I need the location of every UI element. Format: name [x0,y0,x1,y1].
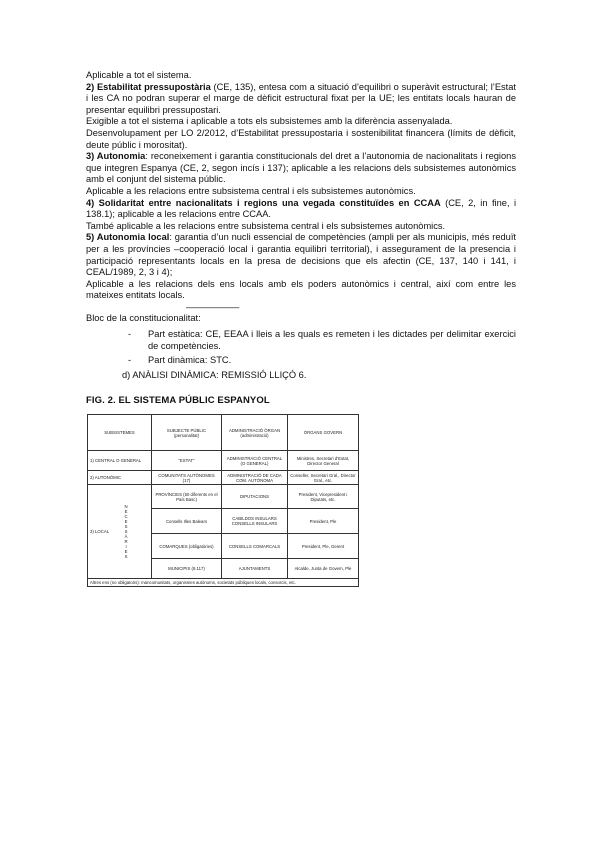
cell-local-organs: President, Vicepresident i Diputats, etc. [288,485,359,509]
cell-central-label: 1) CENTRAL O GENERAL [88,451,152,471]
bullet-item [128,329,516,352]
figure-table [87,414,359,587]
paragraph-solidaritat [86,198,516,221]
paragraph-aplicable-relacions: Aplicable a les relacions entre subsistema central i els subsistemes autonòmics. [86,185,416,196]
cell-local-subject: COMARQUES (obligatòries) [152,534,222,559]
text-solidaritat: (CE, 2, in fine, i 138.1); aplicable a les relacions entre CCAA. [86,197,517,220]
text-autonomia: : reconeixement i garantia constitucionals del dret a l’autonomia de nacionalitats i regions que integren Espanya (CE, 2, segon incís i 137); aplicable a les relacions dels subsistemes autonòmics amb el conjunt del sistema públic. [86,151,516,185]
table-row [88,485,359,509]
paragraph-autonomia [86,151,516,186]
cell-autonomic-organs: Conseller, Secretari Gral., Director Gral., etc. [288,471,359,485]
cell-local-admin: CONSELLS COMARCALS [222,534,288,559]
cell-local-admin: CABILDOS INSULARS CONSELLS INSULARS [222,509,288,534]
header-subsistemes: SUBSISTEMES [88,415,152,451]
cell-local-subject: PROVÍNCIES (50 diferents en el País Basc) [152,485,222,509]
cell-local-admin: DIPUTACIONS [222,485,288,509]
paragraph-bloc: Bloc de la constitucionalitat: [86,313,201,324]
table-row [88,471,359,485]
table-header-row [88,415,359,451]
cell-local-admin: AJUNTAMENTS [222,559,288,579]
cell-local-organs: President, Ple [288,509,359,534]
table-footnote-row [88,579,359,587]
bullet-text: Part estàtica: CE, EEAA i lleis a les quals es remeten i les dictades per delimitar exercici de competències. [148,329,516,351]
cell-central-admin: ADMINISTRACIÓ CENTRAL (O GENERAL) [222,451,288,471]
bullet-dash: - [128,329,132,340]
document-page [86,70,516,587]
header-administracio: ADMINISTRACIÓ ÒRGAN (administració) [222,415,288,451]
cell-local-organs: President, Ple, Gerent [288,534,359,559]
bullet-item [128,355,516,367]
heading-estabilitat: 2) Estabilitat pressupostària [86,81,211,92]
paragraph-desenvolupament: Desenvolupament per LO 2/2012, d’Estabilitat pressupostaria i sostenibilitat financera (límits de dèficit, deute públic i morositat). [86,127,516,150]
cell-autonomic-label: 2) AUTONÒMIC [88,471,152,485]
paragraph-tambe: També aplicable a les relacions entre subsistema central i els subsistemes autonòmics. [86,220,446,231]
paragraph-aplicable-ens: Aplicable a les relacions dels ens locals amb els poders autonòmics i central, així com entre les mateixes entitats locals. [86,278,516,301]
figure-title: FIG. 2. EL SISTEMA PÚBLIC ESPANYOL [86,395,270,407]
heading-solidaritat: 4) Solidaritat entre nacionalitats i regions una vegada constituïdes en CCAA [86,197,441,208]
cell-autonomic-subject: COMUNITATS AUTÒNOMES (17) [152,471,222,485]
bullet-dash: - [128,355,132,366]
header-subjecte: SUBJECTE PÚBLIC (personalitat) [152,415,222,451]
cell-local-subject: MUNICIPIS (8.117) [152,559,222,579]
separator-line: —————— [186,301,239,312]
subheading-analisi: d) ANÀLISI DINÀMICA: REMISSIÓ LLIÇÓ 6. [122,369,307,380]
table-row [88,451,359,471]
heading-autonomia: 3) Autonomia [86,151,146,162]
cell-autonomic-admin: ADMINISTRACIÓ DE CADA COM. AUTÒNOMA [222,471,288,485]
text-estabilitat: (CE, 135), entesa com a situació d’equilibri o superàvit estructural; l’Estat i les CA no podran superar el marge de dèficit estructural fixat per la UE; les entitats locals hauran de presentar equilibri pressupostari. [86,81,517,115]
bullet-text: Part dinàmica: STC. [148,355,232,366]
table-footnote: Altres ens (no obligatoris): mancomunitats, organismes autònoms, societats públiques locals, consorcis, etc. [88,579,359,587]
text-autonomia-local: : garantia d’un nucli essencial de competències (ampli per als municipis, més reduït per a les províncies –cooperació local i garantia equilibri territorial), i assegurament de la presencia i participació representants locals en la presa de decisions que els afectin (CE, 137, 140 i 141, i CEAL/1989, 2, 3 i 4); [86,232,516,278]
local-vertical-label: NECESSÀRIES [123,504,129,560]
local-label: 3) LOCAL [90,529,110,535]
cell-local-label [88,485,152,579]
paragraph-autonomia-local [86,232,516,278]
bullet-list [86,329,516,367]
header-organs: ÒRGANS GOVERN [288,415,359,451]
paragraph-exigible: Exigible a tot el sistema i aplicable a tots els subsistemes amb la diferència assenyalada. [86,116,453,127]
cell-central-organs: Ministres, Secretari d’Estat, Director General [288,451,359,471]
paragraph-aplicable: Aplicable a tot el sistema. [86,70,192,80]
cell-local-organs: Alcalde, Junta de Govern, Ple [288,559,359,579]
cell-local-subject: Consells Illes Balears [152,509,222,534]
paragraph-estabilitat [86,82,516,117]
heading-autonomia-local: 5) Autonomia local [86,232,170,243]
cell-central-subject: “ESTAT” [152,451,222,471]
